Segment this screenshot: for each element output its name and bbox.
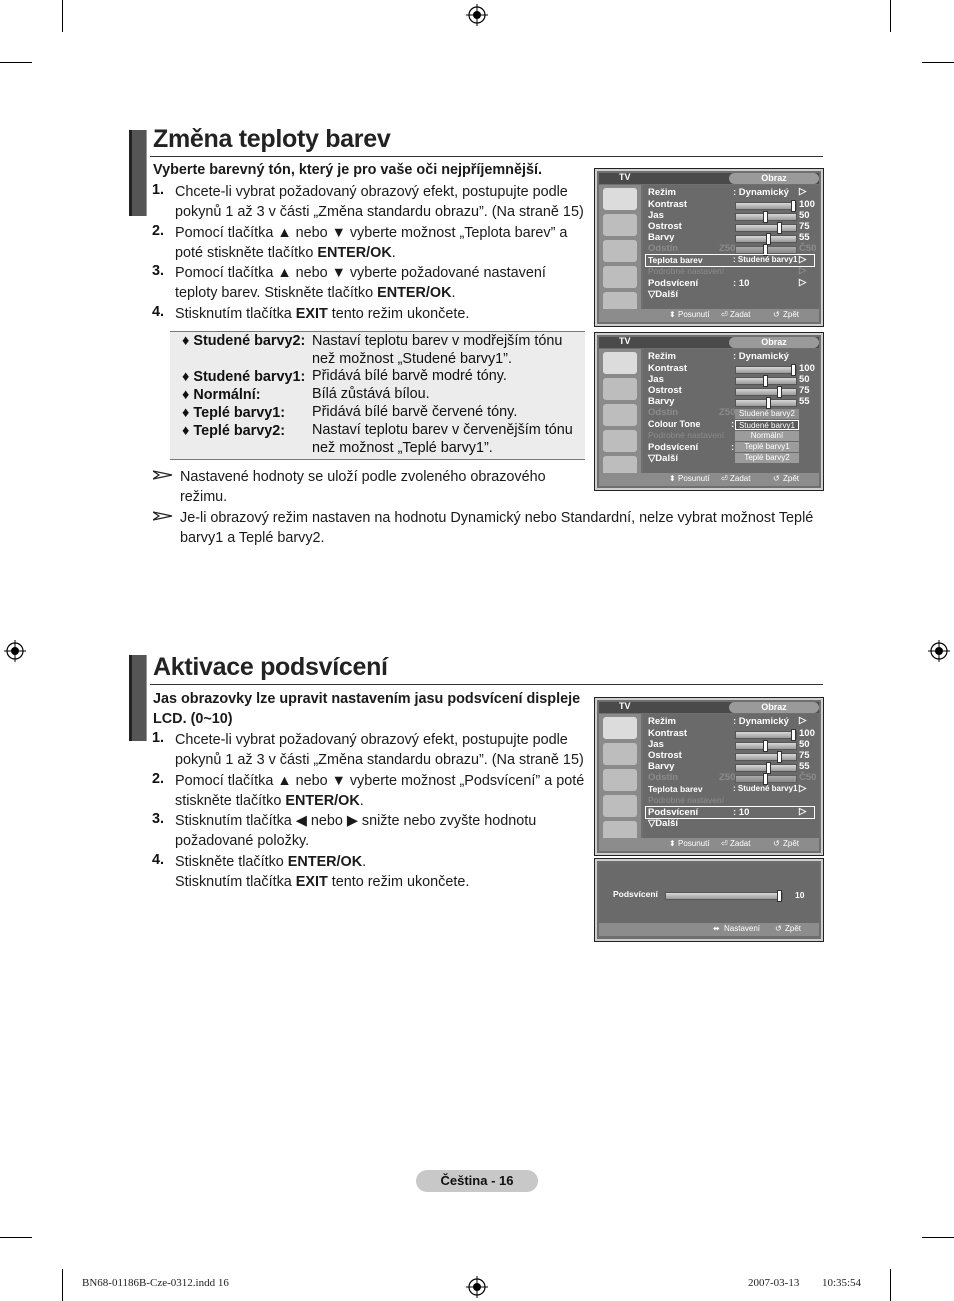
menu-title: Obraz xyxy=(729,337,819,348)
menu-item: Teplota barev xyxy=(648,255,703,265)
menu-item: Barvy xyxy=(648,232,675,243)
file-slug: BN68-01186B-Cze-0312.indd 16 xyxy=(82,1277,229,1289)
tv-menu-screenshot xyxy=(594,168,824,327)
section-bar xyxy=(129,655,147,741)
menu-value: 55 xyxy=(799,232,810,243)
menu-footer xyxy=(599,838,819,851)
tv-menu-screenshot xyxy=(594,697,824,856)
footer-label: Nastavení xyxy=(724,924,761,933)
menu-title: Obraz xyxy=(729,702,819,713)
menu-item: Colour Tone xyxy=(648,419,701,429)
arrow-right-icon: ▷ xyxy=(799,186,807,197)
color-tone-options-table xyxy=(170,331,585,460)
menu-value: 50 xyxy=(799,210,810,221)
slider-knob xyxy=(777,386,782,398)
crop-mark xyxy=(62,1269,63,1301)
nav-updown-icon: ⬍ xyxy=(669,310,676,319)
step-text: Stisknutím tlačítka EXIT tento režim ukončete. xyxy=(175,306,470,322)
arrow-right-icon: ▷ xyxy=(799,265,807,276)
menu-value: : Dynamický xyxy=(733,716,789,727)
menu-item: Odstín xyxy=(648,243,679,254)
step-number: 1. xyxy=(152,730,165,746)
crop-mark xyxy=(922,62,954,63)
channel-icon xyxy=(603,769,637,791)
crop-mark xyxy=(0,1237,32,1238)
option-desc: Nastaví teplotu barev v červenějším tónu než možnost „Teplé barvy1”. xyxy=(312,422,573,456)
menu-item: Podrobné nastavení xyxy=(648,430,725,440)
option-name: ♦ Teplé barvy1: xyxy=(182,405,286,421)
setup-icon xyxy=(603,795,637,817)
step-number: 3. xyxy=(152,811,165,827)
menu-value: Z50 xyxy=(719,243,736,254)
backlight-value: 10 xyxy=(795,890,805,900)
arrow-right-icon: ▷ xyxy=(799,783,807,794)
menu-value: 50 xyxy=(799,374,810,385)
menu-value: 75 xyxy=(799,750,810,761)
step-text: Chcete-li vybrat požadovaný obrazový efekt, postupujte podle pokynů 1 až 3 v části „Změna standardu obrazu”. (Na straně 15) xyxy=(175,184,584,220)
option-desc: Nastaví teplotu barev v modřejším tónu než možnost „Studené barvy1”. xyxy=(312,333,563,367)
section-intro: Jas obrazovky lze upravit nastavením jasu podsvícení displeje LCD. (0~10) xyxy=(153,691,581,727)
menu-item: Režim xyxy=(648,187,676,198)
step-number: 2. xyxy=(152,771,165,787)
section-intro: Vyberte barevný tón, který je pro vaše oči nejpříjemnější. xyxy=(153,162,542,178)
crop-mark xyxy=(0,62,32,63)
menu-item: Jas xyxy=(648,374,664,385)
menu-sidebar xyxy=(599,349,641,479)
slider-knob xyxy=(791,729,796,741)
menu-item: ▽Další xyxy=(648,289,679,300)
dropdown-option[interactable]: Teplé barvy2 xyxy=(735,453,799,463)
arrow-right-icon: ▷ xyxy=(799,806,807,817)
footer-label: Zpět xyxy=(783,310,800,319)
menu-footer xyxy=(599,309,819,322)
slider-knob xyxy=(763,211,768,223)
channel-icon xyxy=(603,404,637,426)
menu-value: : Dynamický xyxy=(733,351,789,362)
picture-icon xyxy=(603,352,637,374)
section-underline xyxy=(150,156,823,157)
menu-value: : xyxy=(731,442,735,453)
section-bar xyxy=(129,130,147,216)
setup-icon xyxy=(603,430,637,452)
menu-item: Ostrost xyxy=(648,750,682,761)
menu-main xyxy=(643,349,819,473)
enter-icon: ⏎ xyxy=(721,310,728,319)
menu-main xyxy=(643,714,819,838)
backlight-slider-knob xyxy=(777,890,782,902)
menu-value: : Studené barvy1 xyxy=(733,255,798,264)
picture-icon xyxy=(603,188,637,210)
menu-value: 100 xyxy=(799,363,815,374)
registration-mark-icon xyxy=(466,4,488,26)
menu-value: : xyxy=(731,419,735,430)
menu-footer xyxy=(599,473,819,486)
slider-bar xyxy=(735,731,797,739)
crop-mark xyxy=(890,0,891,32)
backlight-adjust-screenshot xyxy=(594,858,824,942)
menu-item: Odstín xyxy=(648,407,679,418)
page-number-badge: Čeština - 16 xyxy=(416,1170,538,1192)
footer-label: Zadat xyxy=(730,474,751,483)
menu-item: Podrobné nastavení xyxy=(648,266,725,276)
step-number: 2. xyxy=(152,223,165,239)
menu-sidebar xyxy=(599,185,641,315)
note-text: Je-li obrazový režim nastaven na hodnotu Dynamický nebo Standardní, nelze vybrat možnost Teplé barvy1 a Teplé barvy2. xyxy=(180,510,814,546)
menu-footer xyxy=(599,923,819,936)
arrow-right-icon: ▷ xyxy=(799,254,807,265)
option-desc: Přidává bílé barvě červené tóny. xyxy=(312,404,518,420)
note-arrow-icon xyxy=(153,470,173,480)
setup-icon xyxy=(603,266,637,288)
slider-knob xyxy=(777,222,782,234)
return-icon: ↺ xyxy=(773,474,780,483)
menu-value: 100 xyxy=(799,199,815,210)
menu-item: Kontrast xyxy=(648,199,688,210)
section-underline xyxy=(150,684,823,685)
sound-icon xyxy=(603,214,637,236)
footer-label: Zpět xyxy=(785,924,802,933)
step-number: 3. xyxy=(152,263,165,279)
slider-bar xyxy=(735,202,797,210)
sound-icon xyxy=(603,743,637,765)
crop-mark xyxy=(890,1269,891,1301)
step-number: 4. xyxy=(152,852,165,868)
footer-label: Posunutí xyxy=(678,839,710,848)
step-text: Pomocí tlačítka ▲ nebo ▼ vyberte možnost „Teplota barev” a poté stiskněte tlačítko ENTER/OK. xyxy=(175,225,568,261)
menu-item: Barvy xyxy=(648,761,675,772)
registration-mark-icon xyxy=(466,1276,488,1298)
menu-value: 55 xyxy=(799,396,810,407)
menu-value: Z50 xyxy=(719,772,736,783)
return-icon: ↺ xyxy=(775,924,782,933)
option-name: ♦ Normální: xyxy=(182,387,261,403)
tv-label: TV xyxy=(619,172,631,182)
menu-value: 55 xyxy=(799,761,810,772)
menu-value: Č50 xyxy=(799,772,817,783)
section-title: Aktivace podsvícení xyxy=(153,653,388,681)
nav-leftright-icon: ⬌ xyxy=(713,924,720,933)
registration-mark-icon xyxy=(928,640,950,662)
slider-knob xyxy=(763,375,768,387)
slider-knob xyxy=(763,740,768,752)
menu-value: 75 xyxy=(799,221,810,232)
crop-mark xyxy=(922,1237,954,1238)
sound-icon xyxy=(603,378,637,400)
option-name: ♦ Studené barvy1: xyxy=(182,369,306,385)
menu-title: Obraz xyxy=(729,173,819,184)
dropdown-option[interactable]: Studené barvy2 xyxy=(735,409,799,419)
picture-icon xyxy=(603,717,637,739)
menu-item: Podsvícení xyxy=(648,807,699,818)
backlight-label: Podsvícení xyxy=(613,889,658,899)
dropdown-option[interactable]: Teplé barvy1 xyxy=(735,442,799,452)
menu-item: Odstín xyxy=(648,772,679,783)
menu-item: Jas xyxy=(648,739,664,750)
nav-updown-icon: ⬍ xyxy=(669,839,676,848)
step-number: 4. xyxy=(152,304,165,320)
option-desc: Přidává bílé barvě modré tóny. xyxy=(312,368,507,384)
menu-value: 75 xyxy=(799,385,810,396)
step-text: Stisknutím tlačítka ◀ nebo ▶ snižte nebo zvyšte hodnotu požadované položky. xyxy=(175,813,537,849)
menu-item: Ostrost xyxy=(648,385,682,396)
menu-value: : 10 xyxy=(733,278,750,289)
slider-knob xyxy=(791,364,796,376)
crop-mark xyxy=(62,0,63,32)
return-icon: ↺ xyxy=(773,310,780,319)
menu-item: Barvy xyxy=(648,396,675,407)
slider-knob xyxy=(766,397,771,409)
arrow-right-icon: ▷ xyxy=(799,715,807,726)
menu-value: : Studené barvy1 xyxy=(733,784,798,793)
channel-icon xyxy=(603,240,637,262)
menu-item: ▽Další xyxy=(648,453,679,464)
slider-bar xyxy=(735,224,797,232)
tv-label: TV xyxy=(619,701,631,711)
menu-main xyxy=(643,185,819,309)
menu-item: ▽Další xyxy=(648,818,679,829)
option-name: ♦ Teplé barvy2: xyxy=(182,423,286,439)
return-icon: ↺ xyxy=(773,839,780,848)
dropdown-option-selected[interactable]: Studené barvy1 xyxy=(735,420,799,430)
step-number: 1. xyxy=(152,182,165,198)
slider-knob xyxy=(777,751,782,763)
enter-icon: ⏎ xyxy=(721,839,728,848)
section-title: Změna teploty barev xyxy=(153,125,391,153)
tv-menu-screenshot xyxy=(594,332,824,491)
slider-bar xyxy=(735,753,797,761)
dropdown-option[interactable]: Normální xyxy=(735,431,799,441)
menu-item: Podrobné nastavení xyxy=(648,795,725,805)
menu-item: Podsvícení xyxy=(648,278,699,289)
menu-item: Jas xyxy=(648,210,664,221)
step-text: Pomocí tlačítka ▲ nebo ▼ vyberte požadované nastavení teploty barev. Stiskněte tlačítko ENTER/OK. xyxy=(175,265,546,301)
note-arrow-icon xyxy=(153,511,173,521)
slider-bar xyxy=(735,388,797,396)
menu-item: Ostrost xyxy=(648,221,682,232)
option-name: ♦ Studené barvy2: xyxy=(182,333,306,349)
step-text: Pomocí tlačítka ▲ nebo ▼ vyberte možnost „Podsvícení” a poté stiskněte tlačítko ENTER/OK. xyxy=(175,773,585,809)
menu-item: Teplota barev xyxy=(648,784,703,794)
backlight-slider-bar xyxy=(665,892,783,900)
menu-value: 50 xyxy=(799,739,810,750)
tv-label: TV xyxy=(619,336,631,346)
note-text: Nastavené hodnoty se uloží podle zvoleného obrazového režimu. xyxy=(180,469,546,505)
menu-sidebar xyxy=(599,714,641,844)
menu-value: Z50 xyxy=(719,407,736,418)
backlight-panel xyxy=(599,863,819,923)
menu-value: Č50 xyxy=(799,243,817,254)
menu-item: Podsvícení xyxy=(648,442,699,453)
option-desc: Bílá zůstává bílou. xyxy=(312,386,430,402)
menu-item: Kontrast xyxy=(648,728,688,739)
footer-label: Posunutí xyxy=(678,310,710,319)
arrow-right-icon: ▷ xyxy=(799,277,807,288)
step-text: Chcete-li vybrat požadovaný obrazový efekt, postupujte podle pokynů 1 až 3 v části „Změna standardu obrazu”. (Na straně 15) xyxy=(175,732,584,768)
menu-value: 100 xyxy=(799,728,815,739)
menu-value: : 10 xyxy=(733,807,750,818)
date-slug: 2007-03-13 ￿￿ 10:35:54 xyxy=(748,1277,862,1289)
footer-label: Zadat xyxy=(730,310,751,319)
footer-label: Zadat xyxy=(730,839,751,848)
enter-icon: ⏎ xyxy=(721,474,728,483)
menu-item: Režim xyxy=(648,351,676,362)
menu-value: : Dynamický xyxy=(733,187,789,198)
slider-knob xyxy=(791,200,796,212)
footer-label: Posunutí xyxy=(678,474,710,483)
registration-mark-icon xyxy=(4,640,26,662)
step-text: Stiskněte tlačítko ENTER/OK. Stisknutím tlačítka EXIT tento režim ukončete. xyxy=(175,854,470,890)
nav-updown-icon: ⬍ xyxy=(669,474,676,483)
menu-item: Režim xyxy=(648,716,676,727)
footer-label: Zpět xyxy=(783,474,800,483)
footer-label: Zpět xyxy=(783,839,800,848)
slider-bar xyxy=(735,366,797,374)
menu-item: Kontrast xyxy=(648,363,688,374)
